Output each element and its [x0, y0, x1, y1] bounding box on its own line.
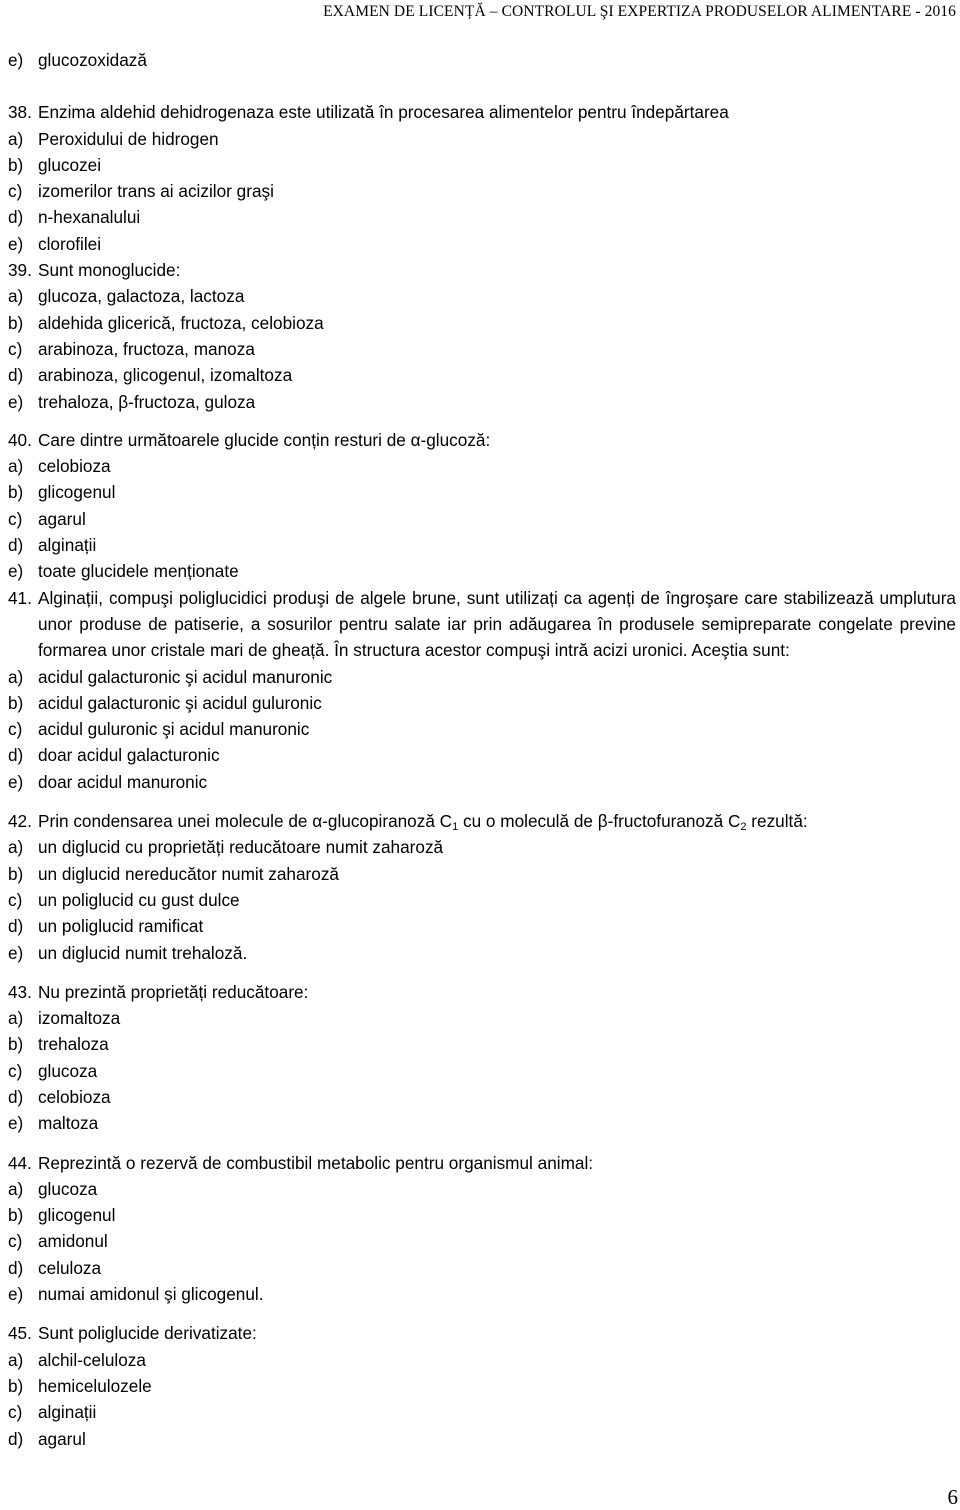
option-text: trehaloza	[38, 1034, 109, 1055]
option-label: d)	[8, 207, 24, 228]
question-stem	[8, 585, 956, 664]
question-44	[8, 1150, 956, 1308]
question-stem	[8, 808, 956, 834]
question-number: 44.	[8, 1152, 32, 1173]
question-number: 43.	[8, 981, 32, 1002]
answer-option	[8, 231, 956, 257]
answer-option	[8, 204, 956, 230]
question-number: 45.	[8, 1323, 32, 1344]
option-label: c)	[8, 889, 23, 910]
option-text: arabinoza, glicogenul, izomaltoza	[38, 365, 293, 386]
question-text: Sunt poliglucide derivatizate:	[38, 1323, 257, 1344]
answer-option	[8, 716, 956, 742]
option-text: numai amidonul şi glicogenul.	[38, 1284, 264, 1305]
option-label: c)	[8, 1060, 23, 1081]
option-label: a)	[8, 456, 24, 477]
question-39	[8, 257, 956, 415]
answer-option	[8, 742, 956, 768]
option-text: celobioza	[38, 1086, 111, 1107]
option-label: a)	[8, 666, 24, 687]
answer-option	[8, 506, 956, 532]
answer-option	[8, 47, 956, 73]
question-text: Reprezintă o rezervă de combustibil metabolic pentru organismul animal:	[38, 1152, 594, 1173]
question-stem	[8, 99, 956, 125]
option-label: c)	[8, 508, 23, 529]
option-text: un diglucid nereducător numit zaharoză	[38, 863, 339, 884]
question-number: 41.	[8, 587, 32, 608]
option-text: acidul galacturonic şi acidul guluronic	[38, 692, 322, 713]
answer-option	[8, 1228, 956, 1254]
answer-option	[8, 769, 956, 795]
answer-option	[8, 310, 956, 336]
answer-option	[8, 1031, 956, 1057]
answer-option	[8, 1176, 956, 1202]
answer-option	[8, 479, 956, 505]
question-41	[8, 585, 956, 795]
answer-option	[8, 690, 956, 716]
option-label: a)	[8, 1349, 24, 1370]
answer-option	[8, 453, 956, 479]
option-label: e)	[8, 1284, 24, 1305]
answer-option	[8, 1399, 956, 1425]
option-text: acidul galacturonic şi acidul manuronic	[38, 666, 333, 687]
option-text: glucoza	[38, 1178, 98, 1199]
document-body	[8, 47, 956, 1452]
option-label: e)	[8, 561, 24, 582]
question-text: Alginații, compuşi poliglucidici produşi de algele brune, sunt utilizați ca agenți de îngroşare care stabilizează umplutura unor produse de patiserie, a sosurilor pentru salate iar prin adăugarea în produsele semipreparate congelate previne formarea unor cristale mari de gheață. În structura acestor compuşi intră acizi uronici. Aceştia sunt:	[38, 587, 956, 661]
option-label: e)	[8, 233, 24, 254]
answer-option	[8, 1005, 956, 1031]
option-label: e)	[8, 771, 24, 792]
question-number: 38.	[8, 102, 32, 123]
answer-option	[8, 389, 956, 415]
answer-option	[8, 1058, 956, 1084]
option-text: celuloza	[38, 1257, 102, 1278]
answer-option	[8, 532, 956, 558]
option-text: Peroxidului de hidrogen	[38, 128, 219, 149]
option-label: a)	[8, 1178, 24, 1199]
option-label: d)	[8, 1086, 24, 1107]
answer-option	[8, 1255, 956, 1281]
option-text: alchil-celuloza	[38, 1349, 146, 1370]
option-text: glucoza	[38, 1060, 98, 1081]
option-label: c)	[8, 719, 23, 740]
option-label: b)	[8, 692, 24, 713]
answer-option	[8, 940, 956, 966]
answer-option	[8, 1281, 956, 1307]
option-label: e)	[8, 391, 24, 412]
answer-option	[8, 126, 956, 152]
option-label: c)	[8, 338, 23, 359]
option-text: trehaloza, β-fructoza, guloza	[38, 391, 256, 412]
answer-option	[8, 1202, 956, 1228]
question-45	[8, 1320, 956, 1451]
option-text: agarul	[38, 1428, 86, 1449]
question-text: Enzima aldehid dehidrogenaza este utilizată în procesarea alimentelor pentru îndepărtarea	[38, 102, 729, 123]
page-number: 6	[947, 1485, 958, 1509]
option-text: doar acidul manuronic	[38, 771, 208, 792]
answer-option	[8, 1426, 956, 1452]
option-label: a)	[8, 837, 24, 858]
option-text: alginații	[38, 1402, 97, 1423]
option-text: agarul	[38, 508, 86, 529]
option-label: b)	[8, 1375, 24, 1396]
question-number: 42.	[8, 811, 32, 832]
question-stem	[8, 427, 956, 453]
option-text: glicogenul	[38, 1205, 116, 1226]
question-stem	[8, 1150, 956, 1176]
question-stem	[8, 257, 956, 283]
answer-option	[8, 913, 956, 939]
option-label: b)	[8, 482, 24, 503]
page-header: EXAMEN DE LICENȚĂ – CONTROLUL ŞI EXPERTIZA PRODUSELOR ALIMENTARE - 2016	[323, 3, 956, 20]
option-text: toate glucidele menționate	[38, 561, 239, 582]
option-label: e)	[8, 50, 24, 70]
option-text: un diglucid numit trehaloză.	[38, 942, 248, 963]
option-text: alginații	[38, 535, 97, 556]
option-text: un poliglucid cu gust dulce	[38, 889, 240, 910]
option-label: c)	[8, 181, 23, 202]
question-number: 40.	[8, 429, 32, 450]
option-label: b)	[8, 312, 24, 333]
question-text: Prin condensarea unei molecule de α-glucopiranoză $C_1$ cu o moleculă de β-fructofuranoză $C_2$ rezultă:	[38, 811, 808, 834]
option-label: c)	[8, 1402, 23, 1423]
option-text: glucozei	[38, 154, 102, 175]
option-label: c)	[8, 1231, 23, 1252]
answer-option	[8, 1084, 956, 1110]
option-text: arabinoza, fructoza, manoza	[38, 338, 255, 359]
question-43	[8, 979, 956, 1137]
option-label: e)	[8, 942, 24, 963]
option-text: hemicelulozele	[38, 1375, 152, 1396]
option-label: e)	[8, 1113, 24, 1134]
answer-option	[8, 1347, 956, 1373]
option-text: n-hexanalului	[38, 207, 141, 228]
question-stem	[8, 979, 956, 1005]
question-number: 39.	[8, 260, 32, 281]
option-text: glucoza, galactoza, lactoza	[38, 286, 245, 307]
question-40	[8, 427, 956, 585]
option-text: glicogenul	[38, 482, 116, 503]
option-label: d)	[8, 916, 24, 937]
option-text: aldehida glicerică, fructoza, celobioza	[38, 312, 324, 333]
option-label: d)	[8, 745, 24, 766]
option-text: un poliglucid ramificat	[38, 916, 204, 937]
option-text: izomerilor trans ai acizilor graşi	[38, 181, 274, 202]
option-label: d)	[8, 535, 24, 556]
answer-option	[8, 834, 956, 860]
answer-option	[8, 178, 956, 204]
option-text: celobioza	[38, 456, 111, 477]
question-text: Nu prezintă proprietăți reducătoare:	[38, 981, 309, 1002]
option-label: d)	[8, 365, 24, 386]
answer-option	[8, 362, 956, 388]
option-label: a)	[8, 286, 24, 307]
option-label: d)	[8, 1257, 24, 1278]
option-label: d)	[8, 1428, 24, 1449]
question-42	[8, 808, 956, 966]
answer-option	[8, 1373, 956, 1399]
option-text: clorofilei	[38, 233, 102, 254]
answer-option	[8, 887, 956, 913]
option-label: a)	[8, 1008, 24, 1029]
question-stem	[8, 1320, 956, 1346]
option-label: b)	[8, 154, 24, 175]
option-text: acidul guluronic şi acidul manuronic	[38, 719, 310, 740]
option-text: amidonul	[38, 1231, 108, 1252]
option-label: a)	[8, 128, 24, 149]
question-text: Sunt monoglucide:	[38, 260, 181, 281]
option-text: doar acidul galacturonic	[38, 745, 220, 766]
answer-option	[8, 336, 956, 362]
answer-option	[8, 861, 956, 887]
option-text: glucozoxidază	[38, 50, 147, 70]
option-label: b)	[8, 1034, 24, 1055]
answer-option	[8, 558, 956, 584]
option-label: b)	[8, 863, 24, 884]
answer-option	[8, 664, 956, 690]
answer-option	[8, 1110, 956, 1136]
option-text: un diglucid cu proprietăți reducătoare numit zaharoză	[38, 837, 444, 858]
answer-option	[8, 283, 956, 309]
option-text: maltoza	[38, 1113, 99, 1134]
option-label: b)	[8, 1205, 24, 1226]
option-text: izomaltoza	[38, 1008, 121, 1029]
answer-option	[8, 152, 956, 178]
question-38	[8, 99, 956, 257]
question-text: Care dintre următoarele glucide conțin resturi de α-glucoză:	[38, 429, 491, 450]
